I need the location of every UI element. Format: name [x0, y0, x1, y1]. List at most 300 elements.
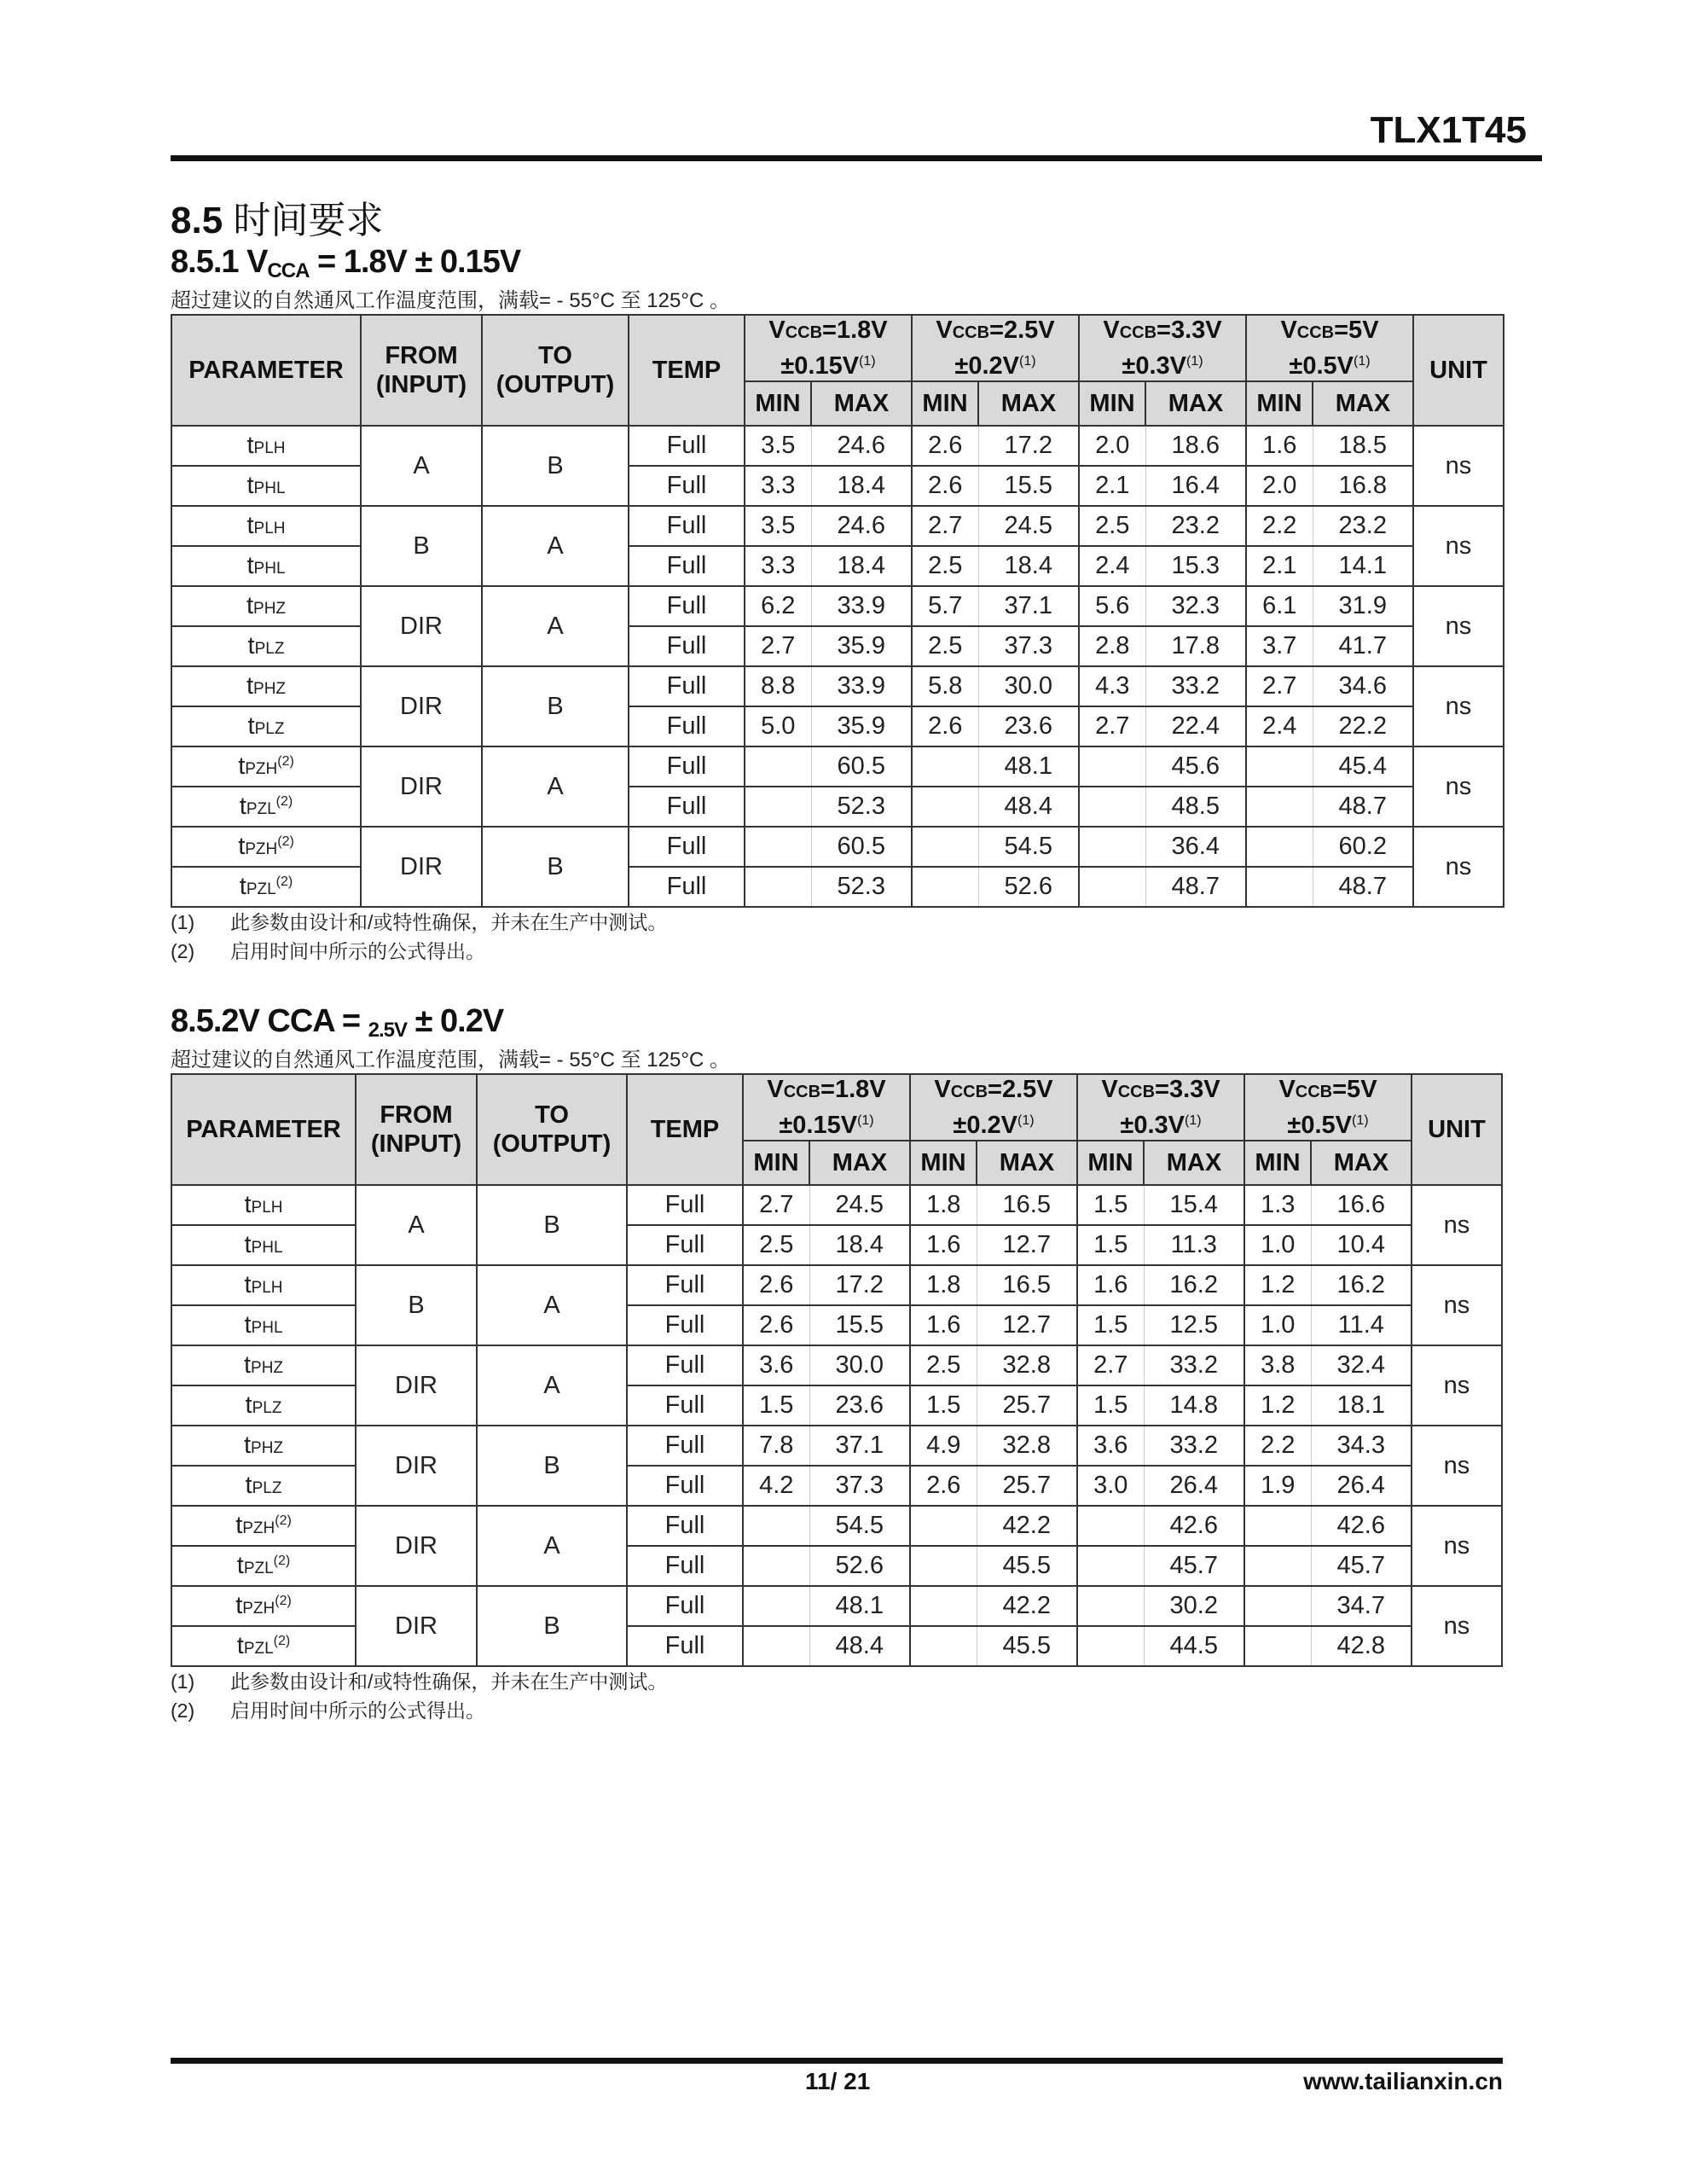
min-value-cell [1246, 787, 1313, 827]
max-value-cell: 32.8 [977, 1426, 1077, 1466]
col-header-max: MAX [1313, 381, 1413, 426]
min-value-cell: 2.2 [1246, 506, 1313, 546]
max-value-cell: 17.8 [1145, 626, 1246, 666]
min-value-cell: 5.7 [912, 586, 978, 626]
temp-cell: Full [629, 546, 745, 586]
section-title-text: 时间要求 [233, 200, 384, 241]
unit-cell: ns [1412, 1426, 1502, 1506]
col-header-min: MIN [1077, 1141, 1144, 1185]
max-value-cell: 15.4 [1144, 1185, 1244, 1225]
col-header-min: MIN [1079, 381, 1145, 426]
min-value-cell [1077, 1626, 1144, 1666]
table1-condition: 超过建议的自然通风工作温度范围，满载= - 55°C 至 125°C 。 [171, 289, 730, 312]
to-cell: B [477, 1185, 627, 1265]
min-value-cell [1079, 867, 1145, 907]
parameter-cell: tPHZ [171, 666, 361, 706]
min-value-cell: 1.6 [1077, 1265, 1144, 1305]
unit-cell: ns [1413, 586, 1504, 666]
min-value-cell: 3.8 [1244, 1345, 1311, 1385]
max-value-cell: 54.5 [809, 1506, 910, 1546]
from-cell: DIR [356, 1506, 477, 1586]
to-cell: B [477, 1586, 627, 1666]
unit-cell: ns [1412, 1586, 1502, 1666]
parameter-cell: tPHL [171, 466, 361, 506]
col-header-from: FROM (INPUT) [356, 1074, 477, 1185]
col-header-unit: UNIT [1413, 315, 1504, 426]
max-value-cell: 15.5 [978, 466, 1079, 506]
max-value-cell: 35.9 [811, 706, 912, 746]
min-value-cell [745, 867, 811, 907]
temp-cell: Full [629, 506, 745, 546]
unit-cell: ns [1412, 1185, 1502, 1265]
table-row [171, 586, 1504, 626]
max-value-cell: 12.7 [977, 1305, 1077, 1345]
min-value-cell: 4.2 [743, 1466, 809, 1506]
max-value-cell: 18.6 [1145, 426, 1246, 466]
max-value-cell: 33.2 [1144, 1345, 1244, 1385]
parameter-cell: tPZH$^{(2)}$ [171, 1586, 356, 1626]
col-header-min: MIN [745, 381, 811, 426]
col-header-vccb-group: VCCB=3.3V $\pm 0.3V^{(1)}$ [1079, 315, 1246, 381]
min-value-cell: 1.5 [1077, 1185, 1144, 1225]
temp-cell: Full [627, 1305, 743, 1345]
table2-condition: 超过建议的自然通风工作温度范围，满载= - 55°C 至 125°C 。 [171, 1048, 730, 1072]
max-value-cell: 52.6 [809, 1546, 910, 1586]
header-rule [171, 155, 1542, 161]
max-value-cell: 48.1 [978, 746, 1079, 787]
min-value-cell: 5.8 [912, 666, 978, 706]
website-link[interactable]: www.tailianxin.cn [1303, 2068, 1503, 2094]
min-value-cell: 2.0 [1079, 426, 1145, 466]
unit-cell: ns [1412, 1265, 1502, 1345]
table-row [171, 1586, 1502, 1626]
col-header-max: MAX [809, 1141, 910, 1185]
min-value-cell [1244, 1626, 1311, 1666]
parameter-cell: tPZH$^{(2)}$ [171, 1506, 356, 1546]
col-header-min: MIN [743, 1141, 809, 1185]
min-value-cell: 6.2 [745, 586, 811, 626]
from-cell: DIR [356, 1345, 477, 1426]
max-value-cell: 18.5 [1313, 426, 1413, 466]
max-value-cell: 33.2 [1144, 1426, 1244, 1466]
min-value-cell: 3.6 [743, 1345, 809, 1385]
table2-notes [171, 1667, 667, 1725]
unit-cell: ns [1412, 1345, 1502, 1426]
col-header-min: MIN [1246, 381, 1313, 426]
min-value-cell: 4.3 [1079, 666, 1145, 706]
footnote-marker: (1) [171, 911, 195, 933]
max-value-cell: 23.2 [1145, 506, 1246, 546]
table1-notes [171, 908, 667, 966]
min-value-cell: 4.9 [910, 1426, 977, 1466]
parameter-cell: tPZH$^{(2)}$ [171, 827, 361, 867]
max-value-cell: 60.2 [1313, 827, 1413, 867]
max-value-cell: 41.7 [1313, 626, 1413, 666]
page-number: 11/ 21 [805, 2068, 871, 2094]
min-value-cell [912, 787, 978, 827]
col-header-unit: UNIT [1412, 1074, 1502, 1185]
footnote-text: 启用时间中所示的公式得出。 [230, 940, 485, 962]
min-value-cell: 2.1 [1246, 546, 1313, 586]
from-cell: DIR [356, 1586, 477, 1666]
min-value-cell [1246, 746, 1313, 787]
min-value-cell [1077, 1546, 1144, 1586]
min-value-cell: 1.5 [1077, 1385, 1144, 1426]
min-value-cell: 1.9 [1244, 1466, 1311, 1506]
max-value-cell: 32.4 [1311, 1345, 1412, 1385]
max-value-cell: 44.5 [1144, 1626, 1244, 1666]
max-value-cell: 24.6 [811, 506, 912, 546]
min-value-cell: 2.7 [1246, 666, 1313, 706]
min-value-cell [1246, 867, 1313, 907]
from-cell: DIR [361, 746, 482, 827]
col-header-parameter: PARAMETER [171, 315, 361, 426]
to-cell: A [477, 1506, 627, 1586]
max-value-cell: 48.7 [1313, 787, 1413, 827]
max-value-cell: 32.3 [1145, 586, 1246, 626]
col-header-vccb-group: VCCB=1.8V $\pm 0.15V^{(1)}$ [745, 315, 912, 381]
col-header-max: MAX [1145, 381, 1246, 426]
min-value-cell: 6.1 [1246, 586, 1313, 626]
temp-cell: Full [629, 746, 745, 787]
min-value-cell [743, 1586, 809, 1626]
min-value-cell [1077, 1506, 1144, 1546]
max-value-cell: 42.2 [977, 1506, 1077, 1546]
max-value-cell: 24.5 [809, 1185, 910, 1225]
min-value-cell: 2.5 [743, 1225, 809, 1265]
col-header-vccb-group: VCCB=3.3V $\pm 0.3V^{(1)}$ [1077, 1074, 1244, 1141]
header-row [171, 315, 1504, 381]
timing-table-2 [171, 1073, 1503, 1667]
min-value-cell: 2.0 [1246, 466, 1313, 506]
max-value-cell: 26.4 [1311, 1466, 1412, 1506]
min-value-cell: 3.5 [745, 426, 811, 466]
footnote-marker: (2) [171, 1699, 195, 1722]
col-header-max: MAX [811, 381, 912, 426]
min-value-cell: 2.6 [910, 1466, 977, 1506]
col-header-min: MIN [912, 381, 978, 426]
max-value-cell: 18.4 [978, 546, 1079, 586]
max-value-cell: 16.2 [1311, 1265, 1412, 1305]
max-value-cell: 52.6 [978, 867, 1079, 907]
temp-cell: Full [629, 666, 745, 706]
max-value-cell: 48.4 [978, 787, 1079, 827]
col-header-min: MIN [1244, 1141, 1311, 1185]
parameter-cell: tPHZ [171, 1426, 356, 1466]
min-value-cell [910, 1586, 977, 1626]
col-header-max: MAX [978, 381, 1079, 426]
max-value-cell: 30.2 [1144, 1586, 1244, 1626]
min-value-cell [1244, 1546, 1311, 1586]
max-value-cell: 48.7 [1145, 867, 1246, 907]
min-value-cell: 1.0 [1244, 1225, 1311, 1265]
min-value-cell: 8.8 [745, 666, 811, 706]
min-value-cell: 1.2 [1244, 1265, 1311, 1305]
table-row [171, 746, 1504, 787]
min-value-cell: 1.5 [1077, 1225, 1144, 1265]
max-value-cell: 18.4 [811, 546, 912, 586]
max-value-cell: 33.9 [811, 586, 912, 626]
parameter-cell: tPHZ [171, 586, 361, 626]
min-value-cell: 1.8 [910, 1185, 977, 1225]
parameter-cell: tPLH [171, 1185, 356, 1225]
table-row [171, 1345, 1502, 1385]
max-value-cell: 17.2 [978, 426, 1079, 466]
min-value-cell [1079, 827, 1145, 867]
min-value-cell [910, 1506, 977, 1546]
parameter-cell: tPHL [171, 1225, 356, 1265]
section-title [171, 189, 383, 244]
table2-heading: 8.5.2V CCA = $_{2.5V}$ ± 0.2V [171, 1003, 504, 1042]
section-number: 8.5 [171, 200, 223, 241]
to-cell: B [482, 666, 629, 746]
unit-cell: ns [1413, 746, 1504, 827]
min-value-cell: 1.6 [1246, 426, 1313, 466]
temp-cell: Full [629, 787, 745, 827]
temp-cell: Full [627, 1185, 743, 1225]
max-value-cell: 15.3 [1145, 546, 1246, 586]
max-value-cell: 16.6 [1311, 1185, 1412, 1225]
min-value-cell: 2.2 [1244, 1426, 1311, 1466]
timing-table-1 [171, 314, 1504, 908]
unit-cell: ns [1413, 426, 1504, 506]
parameter-cell: tPLH [171, 426, 361, 466]
max-value-cell: 54.5 [978, 827, 1079, 867]
max-value-cell: 45.4 [1313, 746, 1413, 787]
footnote-marker: (2) [171, 940, 195, 962]
temp-cell: Full [627, 1345, 743, 1385]
max-value-cell: 10.4 [1311, 1225, 1412, 1265]
max-value-cell: 16.5 [977, 1265, 1077, 1305]
col-header-from: FROM (INPUT) [361, 315, 482, 426]
max-value-cell: 52.3 [811, 787, 912, 827]
min-value-cell [912, 827, 978, 867]
unit-cell: ns [1413, 506, 1504, 586]
to-cell: A [482, 506, 629, 586]
max-value-cell: 32.8 [977, 1345, 1077, 1385]
temp-cell: Full [627, 1586, 743, 1626]
min-value-cell: 1.3 [1244, 1185, 1311, 1225]
from-cell: A [361, 426, 482, 506]
col-header-max: MAX [1144, 1141, 1244, 1185]
max-value-cell: 33.9 [811, 666, 912, 706]
min-value-cell [912, 746, 978, 787]
max-value-cell: 22.4 [1145, 706, 1246, 746]
to-cell: A [482, 586, 629, 666]
parameter-cell: tPHL [171, 1305, 356, 1345]
max-value-cell: 16.5 [977, 1185, 1077, 1225]
col-header-vccb-group: VCCB=5V $\pm 0.5V^{(1)}$ [1244, 1074, 1412, 1141]
to-cell: B [477, 1426, 627, 1506]
max-value-cell: 11.3 [1144, 1225, 1244, 1265]
temp-cell: Full [627, 1546, 743, 1586]
min-value-cell: 2.1 [1079, 466, 1145, 506]
max-value-cell: 42.8 [1311, 1626, 1412, 1666]
parameter-cell: tPZL$^{(2)}$ [171, 787, 361, 827]
parameter-cell: tPZH$^{(2)}$ [171, 746, 361, 787]
max-value-cell: 42.2 [977, 1586, 1077, 1626]
max-value-cell: 42.6 [1144, 1506, 1244, 1546]
min-value-cell: 2.7 [1079, 706, 1145, 746]
unit-cell: ns [1413, 827, 1504, 907]
max-value-cell: 23.2 [1313, 506, 1413, 546]
min-value-cell: 2.7 [1077, 1345, 1144, 1385]
max-value-cell: 35.9 [811, 626, 912, 666]
table-row [171, 1185, 1502, 1225]
max-value-cell: 37.1 [978, 586, 1079, 626]
min-value-cell: 2.7 [912, 506, 978, 546]
parameter-cell: tPHL [171, 546, 361, 586]
min-value-cell: 3.7 [1246, 626, 1313, 666]
max-value-cell: 26.4 [1144, 1466, 1244, 1506]
header-row [171, 1074, 1502, 1141]
parameter-cell: tPZL$^{(2)}$ [171, 867, 361, 907]
min-value-cell [1244, 1506, 1311, 1546]
footnote [171, 1667, 667, 1696]
min-value-cell: 1.8 [910, 1265, 977, 1305]
min-value-cell [745, 787, 811, 827]
min-value-cell: 1.2 [1244, 1385, 1311, 1426]
temp-cell: Full [627, 1385, 743, 1426]
unit-cell: ns [1413, 666, 1504, 746]
max-value-cell: 22.2 [1313, 706, 1413, 746]
min-value-cell [910, 1626, 977, 1666]
min-value-cell [1246, 827, 1313, 867]
from-cell: DIR [361, 666, 482, 746]
col-header-min: MIN [910, 1141, 977, 1185]
from-cell: DIR [361, 586, 482, 666]
min-value-cell [1077, 1586, 1144, 1626]
min-value-cell: 1.0 [1244, 1305, 1311, 1345]
max-value-cell: 48.1 [809, 1586, 910, 1626]
table-row [171, 426, 1504, 466]
parameter-cell: tPZL$^{(2)}$ [171, 1626, 356, 1666]
max-value-cell: 45.6 [1145, 746, 1246, 787]
temp-cell: Full [627, 1466, 743, 1506]
from-cell: DIR [356, 1426, 477, 1506]
part-number-header: TLX1T45 [1370, 109, 1527, 151]
max-value-cell: 30.0 [978, 666, 1079, 706]
temp-cell: Full [627, 1265, 743, 1305]
min-value-cell: 2.6 [912, 466, 978, 506]
temp-cell: Full [627, 1225, 743, 1265]
temp-cell: Full [629, 626, 745, 666]
max-value-cell: 14.8 [1144, 1385, 1244, 1426]
max-value-cell: 14.1 [1313, 546, 1413, 586]
max-value-cell: 15.5 [809, 1305, 910, 1345]
max-value-cell: 36.4 [1145, 827, 1246, 867]
footnote-text: 此参数由设计和/或特性确保，并未在生产中测试。 [230, 911, 668, 933]
parameter-cell: tPLH [171, 1265, 356, 1305]
max-value-cell: 34.3 [1311, 1426, 1412, 1466]
col-header-vccb-group: VCCB=5V $\pm 0.5V^{(1)}$ [1246, 315, 1413, 381]
min-value-cell [910, 1546, 977, 1586]
min-value-cell [1244, 1586, 1311, 1626]
min-value-cell [743, 1546, 809, 1586]
min-value-cell: 2.6 [912, 426, 978, 466]
max-value-cell: 34.7 [1311, 1586, 1412, 1626]
max-value-cell: 24.6 [811, 426, 912, 466]
min-value-cell [743, 1506, 809, 1546]
min-value-cell [745, 827, 811, 867]
from-cell: DIR [361, 827, 482, 907]
max-value-cell: 31.9 [1313, 586, 1413, 626]
max-value-cell: 60.5 [811, 746, 912, 787]
max-value-cell: 17.2 [809, 1265, 910, 1305]
parameter-cell: tPLZ [171, 626, 361, 666]
max-value-cell: 45.7 [1311, 1546, 1412, 1586]
min-value-cell: 3.6 [1077, 1426, 1144, 1466]
max-value-cell: 24.5 [978, 506, 1079, 546]
max-value-cell: 45.5 [977, 1546, 1077, 1586]
max-value-cell: 16.4 [1145, 466, 1246, 506]
table-row [171, 1426, 1502, 1466]
footnote [171, 908, 667, 937]
max-value-cell: 18.4 [809, 1225, 910, 1265]
min-value-cell: 2.7 [743, 1185, 809, 1225]
footnote-marker: (1) [171, 1670, 195, 1693]
parameter-cell: tPZL$^{(2)}$ [171, 1546, 356, 1586]
col-header-temp: TEMP [629, 315, 745, 426]
max-value-cell: 25.7 [977, 1385, 1077, 1426]
min-value-cell: 1.6 [910, 1305, 977, 1345]
max-value-cell: 60.5 [811, 827, 912, 867]
max-value-cell: 18.4 [811, 466, 912, 506]
min-value-cell [743, 1626, 809, 1666]
min-value-cell: 5.6 [1079, 586, 1145, 626]
max-value-cell: 37.1 [809, 1426, 910, 1466]
min-value-cell: 2.6 [743, 1305, 809, 1345]
min-value-cell: 2.5 [912, 546, 978, 586]
temp-cell: Full [627, 1626, 743, 1666]
min-value-cell: 3.3 [745, 546, 811, 586]
max-value-cell: 37.3 [978, 626, 1079, 666]
max-value-cell: 16.2 [1144, 1265, 1244, 1305]
table-row [171, 827, 1504, 867]
to-cell: A [477, 1265, 627, 1345]
parameter-cell: tPLZ [171, 1385, 356, 1426]
table1-heading: 8.5.1 $V_{CCA} = 1.8V \pm 0.15V$ [171, 244, 521, 282]
min-value-cell: 3.5 [745, 506, 811, 546]
unit-cell: ns [1412, 1506, 1502, 1586]
min-value-cell: 7.8 [743, 1426, 809, 1466]
to-cell: B [482, 827, 629, 907]
min-value-cell: 2.4 [1079, 546, 1145, 586]
col-header-max: MAX [1311, 1141, 1412, 1185]
min-value-cell: 1.5 [910, 1385, 977, 1426]
max-value-cell: 23.6 [978, 706, 1079, 746]
min-value-cell: 1.6 [910, 1225, 977, 1265]
min-value-cell [1079, 746, 1145, 787]
footnote-text: 启用时间中所示的公式得出。 [230, 1699, 485, 1722]
from-cell: A [356, 1185, 477, 1265]
table-row [171, 1506, 1502, 1546]
min-value-cell: 2.8 [1079, 626, 1145, 666]
from-cell: B [361, 506, 482, 586]
max-value-cell: 33.2 [1145, 666, 1246, 706]
footnote [171, 1696, 667, 1725]
temp-cell: Full [629, 867, 745, 907]
col-header-temp: TEMP [627, 1074, 743, 1185]
to-cell: A [477, 1345, 627, 1426]
max-value-cell: 11.4 [1311, 1305, 1412, 1345]
max-value-cell: 48.4 [809, 1626, 910, 1666]
col-header-vccb-group: VCCB=1.8V $\pm 0.15V^{(1)}$ [743, 1074, 910, 1141]
temp-cell: Full [629, 466, 745, 506]
max-value-cell: 52.3 [811, 867, 912, 907]
to-cell: A [482, 746, 629, 827]
col-header-max: MAX [977, 1141, 1077, 1185]
